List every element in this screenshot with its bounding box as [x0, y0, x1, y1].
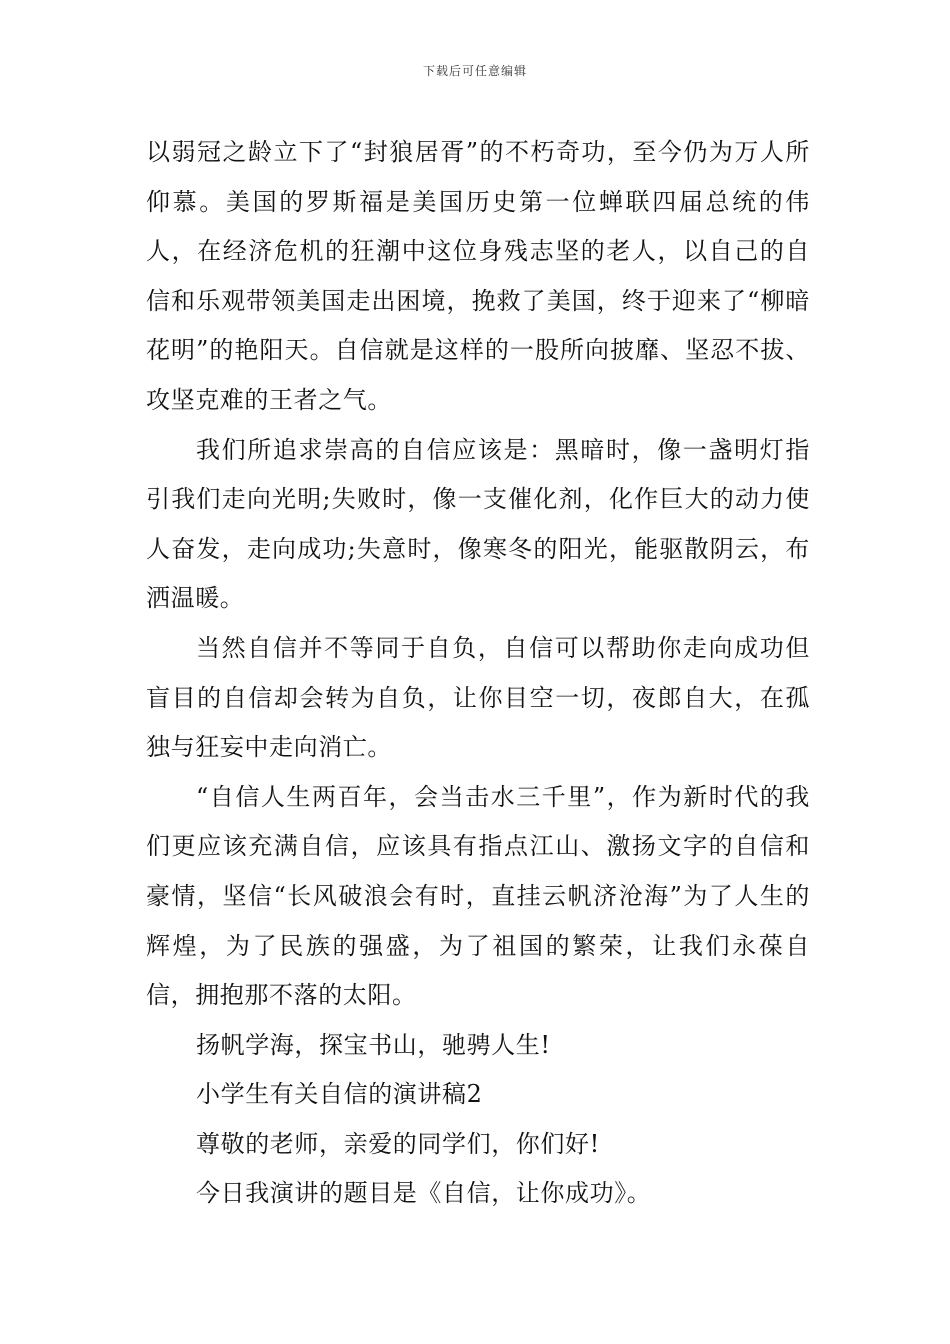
speech-greeting: 尊敬的老师，亲爱的同学们，你们好! — [196, 1129, 600, 1158]
page-header-note: 下载后可任意编辑 — [422, 64, 527, 78]
paragraph-pursuit-of-confidence: 我们所追求崇高的自信应该是：黑暗时，像一盏明灯指引我们走向光明;失败时，像一支催化剂，化作巨大的动力使人奋发，走向成功;失意时，像寒冬的阳光，能驱散阴云，布洒温暖。 — [146, 435, 810, 613]
paragraph-new-era: “自信人生两百年，会当击水三千里”，作为新时代的我们更应该充满自信，应该具有指点江山、激扬文字的自信和豪情，坚信“长风破浪会有时，直挂云帆济沧海”为了人生的辉煌，为了民族的强盛，为了祖国的繁荣，让我们永葆自信，拥抱那不落的太阳。 — [146, 782, 810, 1010]
speech-title: 小学生有关自信的演讲稿2 — [196, 1080, 483, 1109]
document-body — [146, 128, 810, 1219]
paragraph-confidence-vs-arrogance: 当然自信并不等同于自负，自信可以帮助你走向成功但盲目的自信却会转为自负，让你目空一切，夜郎自大，在孤独与狂妄中走向消亡。 — [146, 633, 810, 762]
speech-topic: 今日我演讲的题目是《自信，让你成功》。 — [196, 1179, 652, 1208]
paragraph-closing-slogan: 扬帆学海，探宝书山，驰骋人生! — [196, 1030, 551, 1059]
paragraph-continuation: 以弱冠之龄立下了“封狼居胥”的不朽奇功，至今仍为万人所仰慕。美国的罗斯福是美国历史第一位蝉联四届总统的伟人，在经济危机的狂潮中这位身残志坚的老人，以自己的自信和乐观带领美国走出困境，挽救了美国，终于迎来了“柳暗花明”的艳阳天。自信就是这样的一股所向披靡、坚忍不拔、攻坚克难的王者之气。 — [146, 138, 810, 414]
